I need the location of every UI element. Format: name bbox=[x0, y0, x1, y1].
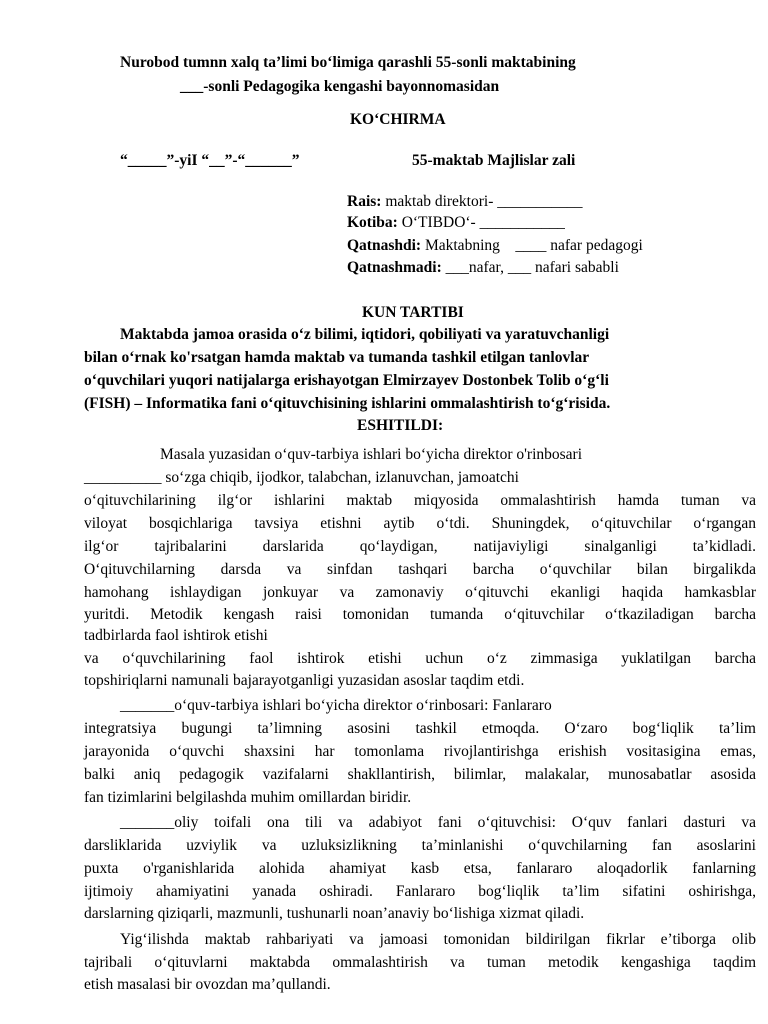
paragraph-line: jarayonida o‘quvchi shaxsini har tomonlama rivojlantirishga erishish vositasigina emas, bbox=[84, 743, 756, 760]
paragraph-line: darsliklarida uzviylik va uzluksizlikning ta’minlanishi o‘quvchilarning fan asoslarini bbox=[84, 837, 756, 854]
chairman-value: maktab direktori- ___________ bbox=[381, 193, 583, 210]
attended-line bbox=[347, 236, 643, 256]
meeting-date: “_____”-yiI “__”-“______” bbox=[120, 152, 300, 169]
paragraph-line: _______o‘quv-tarbiya ishlari bo‘yicha direktor o‘rinbosari: Fanlararo bbox=[120, 697, 552, 714]
paragraph-line: darslarning qiziqarli, mazmunli, tushunarli noan’anaviy bo‘lishiga xizmat qiladi. bbox=[84, 905, 585, 922]
paragraph-line: __________ so‘zga chiqib, ijodkor, talabchan, izlanuvchan, jamoatchi bbox=[84, 469, 519, 486]
paragraph-line: fan tizimlarini belgilashda muhim omillardan biridir. bbox=[84, 789, 412, 806]
header-line-1: Nurobod tumnn xalq ta’limi bo‘limiga qarashli 55-sonli maktabining bbox=[120, 54, 576, 71]
paragraph-line: tajribali o‘qituvlarni maktabda ommalashtirish va tuman metodik kengashiga taqdim bbox=[84, 954, 756, 971]
paragraph-line: yuritdi. Metodik kengash raisi tomonidan tumanda o‘qituvchilar o‘tkaziladigan barcha bbox=[84, 606, 756, 623]
paragraph-line: tadbirlarda faol ishtirok etishi bbox=[84, 627, 268, 644]
paragraph-line: _______oliy toifali ona tili va adabiyot fani o‘qituvchisi: O‘quv fanlari dasturi va bbox=[120, 814, 756, 831]
heard-heading: ESHITILDI: bbox=[357, 417, 444, 434]
chairman-line bbox=[347, 192, 582, 212]
agenda-line: o‘quvchilari yuqori natijalarga erishayotgan Elmirzayev Dostonbek Tolib o‘g‘li bbox=[84, 372, 609, 389]
absent-label: Qatnashmadi: bbox=[347, 259, 442, 276]
agenda-line: Maktabda jamoa orasida o‘z bilimi, iqtidori, qobiliyati va yaratuvchanligi bbox=[120, 326, 610, 343]
absent-value: ___nafar, ___ nafari sababli bbox=[441, 259, 619, 276]
paragraph-line: balki aniq pedagogik vazifalarni shakllantirish, bilimlar, malakalar, munosabatlar asosida bbox=[84, 766, 756, 783]
secretary-line bbox=[347, 213, 565, 233]
agenda-line: (FISH) – Informatika fani o‘qituvchisining ishlarini ommalashtirish to‘g‘risida. bbox=[84, 395, 611, 412]
meeting-place: 55-maktab Majlislar zali bbox=[412, 152, 576, 169]
paragraph-line: ijtimoiy ahamiyatini yanada oshiradi. Fanlararo bog‘liqlik ta’lim sifatini oshirishga, bbox=[84, 883, 756, 900]
agenda-line: bilan o‘rnak ko'rsatgan hamda maktab va tumanda tashkil etilgan tanlovlar bbox=[84, 349, 590, 366]
attended-value: Maktabning ____ nafar pedagogi bbox=[421, 237, 643, 254]
agenda-heading: KUN TARTIBI bbox=[362, 304, 464, 321]
paragraph-line: O‘qituvchilarning darsda va sinfdan tashqari barcha o‘quvchilar bilan birgalikda bbox=[84, 561, 756, 578]
attended-label: Qatnashdi: bbox=[347, 237, 422, 254]
paragraph-line: viloyat bosqichlariga tavsiya etishni aytib o‘tdi. Shuningdek, o‘qituvchilar o‘rgangan bbox=[84, 515, 756, 532]
secretary-label: Kotiba: bbox=[347, 214, 398, 231]
paragraph-line: o‘qituvchilarining ilg‘or ishlarini maktab miqyosida ommalashtirish hamda tuman va bbox=[84, 492, 756, 509]
paragraph-line: integratsiya bugungi ta’limning asosini tashkil etmoqda. O‘zaro bog‘liqlik ta’lim bbox=[84, 720, 756, 737]
paragraph-line: hamohang ishlaydigan jonkuyar va zamonaviy o‘qituvchi ekanligi haqida hamkasblar bbox=[84, 584, 756, 601]
header-line-2: ___-sonli Pedagogika kengashi bayonnomasidan bbox=[180, 78, 500, 95]
paragraph-line: etish masalasi bir ovozdan ma’qullandi. bbox=[84, 976, 331, 993]
absent-line bbox=[347, 258, 619, 278]
paragraph-line: puxta o'rganishlarida alohida ahamiyat kasb etsa, fanlararo aloqadorlik fanlarning bbox=[84, 860, 756, 877]
paragraph-line: topshiriqlarni namunali bajarayotganligi yuzasidan asoslar taqdim etdi. bbox=[84, 672, 525, 689]
document-title: KO‘CHIRMA bbox=[350, 111, 446, 128]
paragraph-line: va o‘quvchilarining faol ishtirok etishi uchun o‘z zimmasiga yuklatilgan barcha bbox=[84, 650, 756, 667]
secretary-value: O‘TIBDO‘- ___________ bbox=[397, 214, 565, 231]
paragraph-line: ilg‘or tajribalarini darslarida qo‘laydigan, natijaviyligi sinalganligi ta’kidladi. bbox=[84, 538, 756, 555]
paragraph-line: Masala yuzasidan o‘quv-tarbiya ishlari bo‘yicha direktor o'rinbosari bbox=[160, 446, 583, 463]
chairman-label: Rais: bbox=[347, 193, 382, 210]
paragraph-line: Yig‘ilishda maktab rahbariyati va jamoasi tomonidan bildirilgan fikrlar e’tiborga olib bbox=[120, 931, 756, 948]
